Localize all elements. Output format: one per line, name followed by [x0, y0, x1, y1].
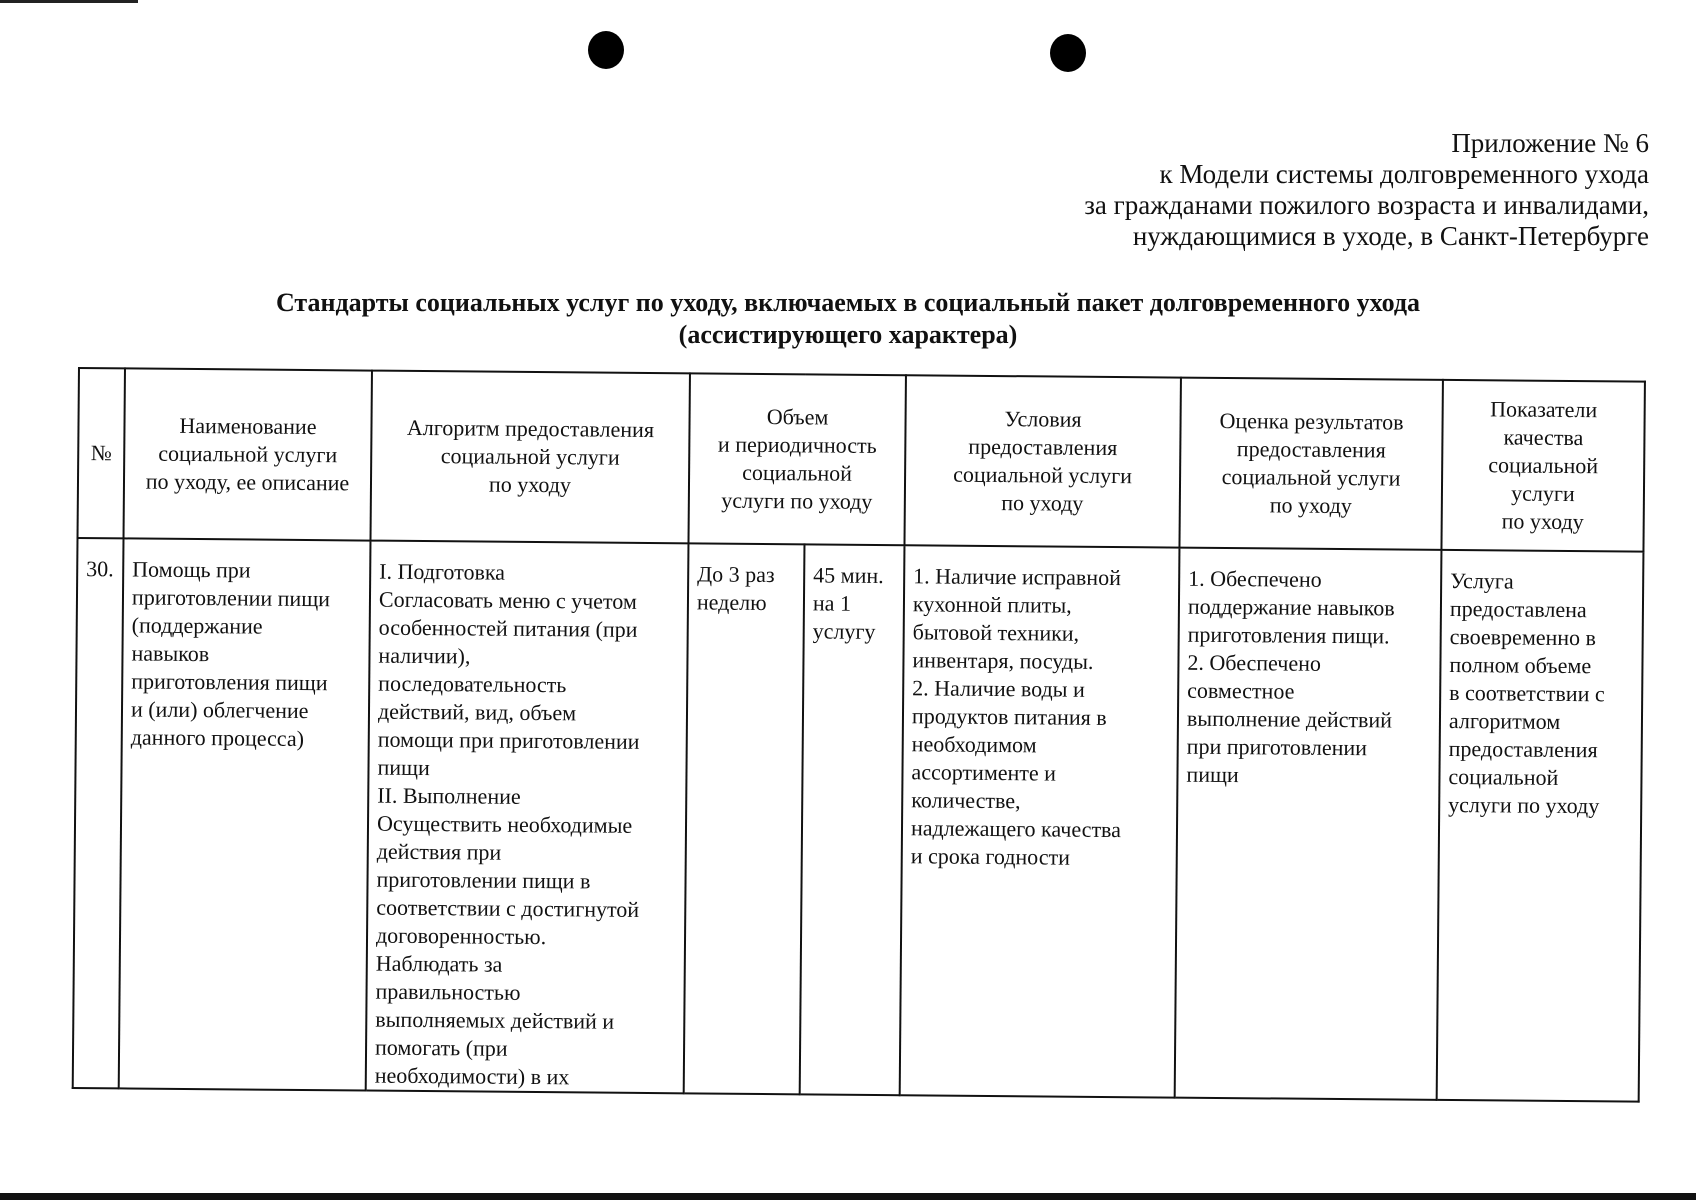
standards-table	[72, 367, 1646, 1103]
text-line: и срока годности	[910, 843, 1071, 870]
text-line: надлежащего качества	[910, 815, 1122, 843]
text-line: по уходу	[488, 471, 572, 498]
text-line: Условия	[1004, 406, 1082, 432]
scan-edge-top	[0, 0, 138, 3]
text-line: правильностью	[375, 978, 521, 1005]
text-line: совместное	[1187, 677, 1295, 704]
text-line: №	[90, 440, 112, 466]
punch-hole-right	[1050, 34, 1086, 72]
text-line: выполнение действий	[1186, 705, 1393, 733]
text-line: поддержание навыков	[1187, 593, 1395, 621]
text-line: особенностей питания (при	[378, 614, 638, 642]
text-line: услуги по уходу	[721, 487, 873, 514]
text-line: пищи	[1186, 761, 1239, 788]
text-line: приготовлении пищи в	[376, 866, 591, 894]
text-line: социальной услуги	[1221, 463, 1401, 491]
text-line: неделю	[696, 589, 767, 616]
table-row	[73, 538, 1644, 1102]
text-line: Оценка результатов	[1219, 407, 1404, 435]
text-line: нуждающимися в уходе, в Санкт-Петербурге	[1132, 221, 1649, 251]
text-line: Наблюдать за	[375, 950, 503, 977]
text-line: бытовой техники,	[912, 619, 1080, 646]
text-line: (поддержание	[131, 612, 263, 639]
text-line: при приготовлении	[1186, 733, 1368, 761]
text-line: продуктов питания в	[911, 703, 1107, 730]
text-line: Показатели	[1490, 396, 1598, 423]
text-line: Услуга	[1450, 567, 1514, 594]
table-header-row	[78, 368, 1645, 552]
text-line: помогать (при	[374, 1034, 508, 1061]
text-line: к Модели системы долговременного ухода	[1159, 159, 1649, 189]
text-line: наличии),	[378, 642, 471, 669]
cell-quality	[1437, 550, 1644, 1102]
text-line: на 1	[812, 590, 852, 616]
text-line: по уходу	[1269, 492, 1352, 519]
text-line: II. Выполнение	[377, 782, 521, 809]
text-line: 2. Обеспечено	[1187, 649, 1322, 676]
text-line: алгоритмом	[1448, 707, 1561, 734]
cell-volume	[800, 544, 905, 1095]
text-line: Приложение № 6	[1451, 128, 1649, 158]
text-line: социальной	[1448, 763, 1559, 790]
text-line: Помощь при	[132, 556, 251, 583]
text-line: предоставления	[1448, 735, 1598, 763]
text-line: Осуществить необходимые	[376, 810, 633, 838]
text-line: 45 мин.	[813, 562, 884, 589]
text-line: предоставления	[1236, 436, 1386, 463]
text-line: полном объеме	[1449, 651, 1592, 679]
cell-evaluation	[1175, 548, 1442, 1100]
text-line: Наименование	[179, 412, 317, 440]
text-line: Объем	[766, 404, 829, 430]
scan-edge-bottom	[0, 1193, 1696, 1200]
text-line: услуги по уходу	[1448, 791, 1600, 819]
text-line: по уходу, ее описание	[145, 468, 350, 496]
text-line: выполняемых действий и	[375, 1006, 615, 1034]
text-line: приготовления пищи.	[1187, 621, 1390, 649]
cell-service-name	[119, 538, 371, 1090]
text-line: навыков	[131, 640, 210, 667]
text-line: социальной	[742, 459, 853, 486]
text-line: предоставлена	[1449, 595, 1587, 623]
text-line: До 3 раз	[697, 561, 775, 588]
text-line: данного процесса)	[130, 724, 305, 751]
text-line: и (или) облегчение	[130, 696, 309, 724]
text-line: в соответствии с	[1449, 679, 1605, 707]
text-line: Стандарты социальных услуг по уходу, включаемых в социальный пакет долговременного ухода	[275, 288, 1421, 317]
text-line: кухонной плиты,	[912, 591, 1072, 618]
text-line: приготовления пищи	[131, 668, 328, 696]
text-line: качества	[1503, 424, 1584, 451]
text-line: предоставления	[968, 433, 1118, 461]
text-line: действий, вид, объем	[377, 698, 577, 726]
text-line: социальной	[1488, 452, 1599, 479]
text-line: по уходу	[1001, 490, 1084, 516]
text-line: необходимом	[911, 731, 1037, 758]
header-conditions	[904, 375, 1180, 547]
text-line: Алгоритм предоставления	[406, 414, 655, 443]
cell-algorithm	[366, 541, 689, 1094]
header-number	[78, 368, 125, 538]
text-line: соответствии с достигнутой	[376, 894, 640, 922]
header-quality	[1441, 380, 1644, 552]
cell-number: 30.	[73, 538, 124, 1088]
text-line: 1. Наличие исправной	[913, 563, 1122, 591]
text-line: услуги	[1511, 480, 1575, 507]
header-volume-periodicity	[688, 373, 905, 545]
cell-periodicity	[684, 543, 805, 1094]
text-line: социальной услуги	[440, 443, 620, 470]
text-line: социальной услуги	[158, 440, 338, 468]
header-service-name	[124, 368, 372, 540]
text-line: услугу	[812, 618, 876, 644]
text-line: количестве,	[911, 787, 1021, 814]
text-line: за гражданами пожилого возраста и инвалидами,	[1084, 190, 1649, 220]
appendix-header	[1084, 128, 1649, 252]
punch-hole-left	[588, 31, 624, 69]
header-algorithm	[370, 371, 689, 544]
cell-conditions	[900, 545, 1180, 1097]
text-line: по уходу	[1501, 508, 1584, 535]
text-line: 2. Наличие воды и	[912, 675, 1085, 702]
text-line: ассортименте и	[911, 759, 1057, 786]
text-line: действия при	[376, 838, 502, 865]
text-line: пищи	[377, 754, 430, 781]
text-line: инвентаря, посуды.	[912, 647, 1094, 674]
text-line: необходимости) в их	[374, 1062, 570, 1090]
text-line: приготовлении пищи	[131, 584, 331, 612]
text-line: помощи при приготовлении	[377, 726, 640, 754]
text-line: договоренностью.	[375, 922, 547, 950]
header-evaluation	[1179, 378, 1442, 550]
text-line: социальной услуги	[953, 461, 1133, 489]
text-line: Согласовать меню с учетом	[378, 586, 637, 614]
text-line: своевременно в	[1449, 623, 1597, 651]
text-line: (ассистирующего характера)	[678, 320, 1018, 349]
document-title	[0, 287, 1696, 351]
text-line: последовательность	[378, 670, 567, 698]
text-line: 1. Обеспечено	[1188, 565, 1322, 592]
text-line: и периодичность	[717, 431, 877, 458]
text-line: I. Подготовка	[379, 558, 506, 585]
